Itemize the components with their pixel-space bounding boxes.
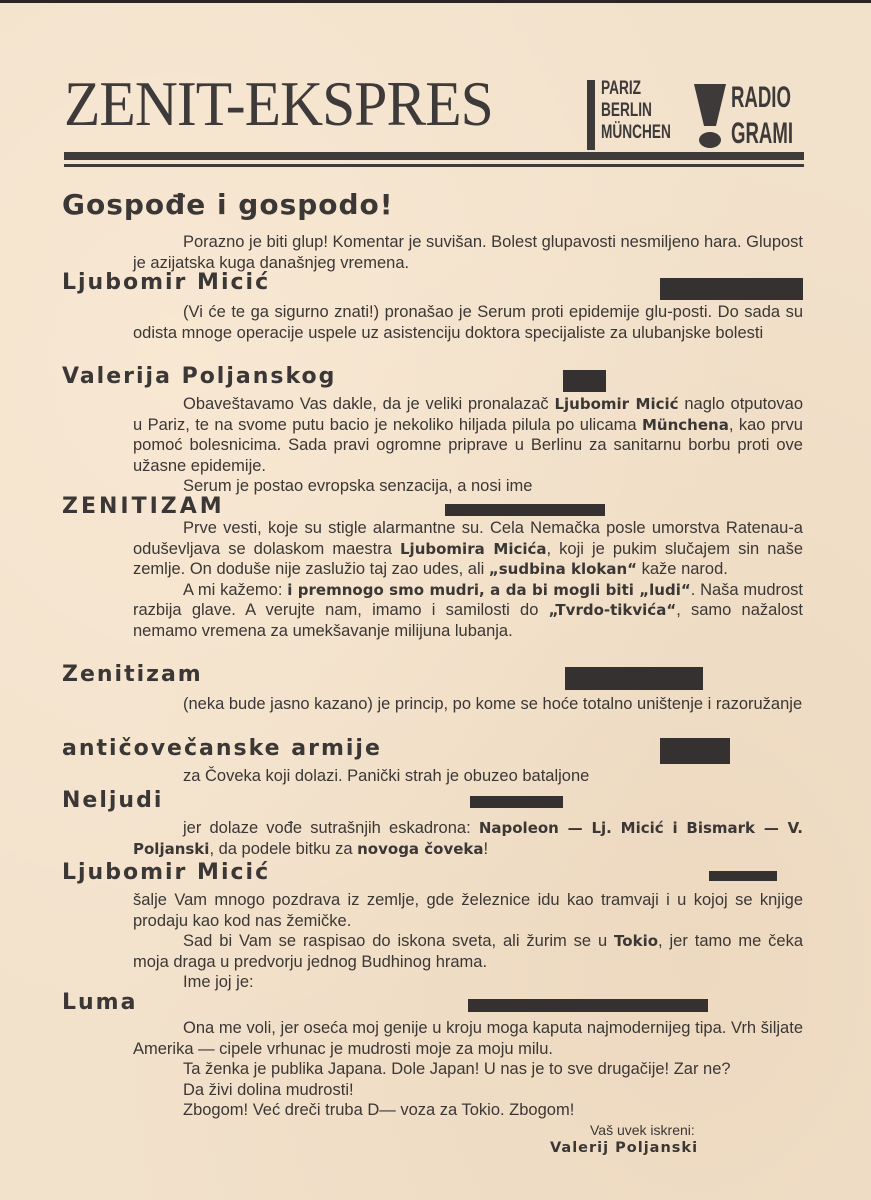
- section-body: [133, 766, 803, 787]
- paragraph: Ta ženka je publika Japana. Dole Japan! U nas je to sve drugačije! Zar ne?: [183, 1060, 731, 1078]
- section-heading: Ljubomir Micić: [62, 270, 271, 295]
- signature: Valerij Poljanski: [550, 1140, 699, 1156]
- closing-line: Vaš uvek iskreni:: [590, 1122, 695, 1138]
- decorative-bar: [445, 504, 605, 516]
- decorative-bar: [563, 370, 606, 392]
- city-berlin: BERLIN: [601, 100, 652, 121]
- grami-label: GRAMI: [731, 117, 793, 150]
- paragraph: Obaveštavamo Vas dakle, da je veliki pronalazač Ljubomir Micić naglo otputovao u Pariz, te na svome putu bacio je nekoliko hiljada pilula po ulicama Münchena, kao prvu pomoć bolesnicima. Sada pravi ogromne priprave u Berlinu za sanitarnu borbu proti ove užasne epidemije.: [133, 395, 804, 475]
- section-heading: Neljudi: [62, 788, 164, 813]
- section-heading: Luma: [62, 990, 138, 1015]
- section-heading: Valerija Poljanskog: [62, 364, 337, 389]
- masthead-cities: [601, 78, 671, 144]
- masthead-title: ZENIT-EKSPRES: [64, 68, 493, 139]
- paragraph: (neka bude jasno kazano) je princip, po kome se hoće totalno uništenje i razoružanje: [183, 695, 803, 713]
- radio-label: RADIO: [731, 81, 791, 114]
- masthead-rule-thin: [64, 164, 804, 167]
- masthead-rule-thick: [64, 152, 804, 160]
- paragraph: A mi kažemo: i premnogo smo mudri, a da bi mogli biti „ludi“. Naša mudrost razbija glave. A verujte nam, imamo i samilosti do „Tvrdo-tikvića“, samo nažalost nemamo vremena za umekšavanje milijuna lubanja.: [133, 580, 803, 640]
- paragraph: za Čoveka koji dolazi. Panički strah je obuzeo bataljone: [183, 767, 590, 785]
- masthead-divider: [587, 80, 595, 150]
- section-heading: antičovečanske armije: [62, 736, 382, 761]
- scan-edge: [0, 0, 871, 3]
- paragraph: Zbogom! Već dreči truba D— voza za Tokio. Zbogom!: [183, 1101, 575, 1119]
- section-body: [133, 232, 803, 273]
- city-paris: PARIZ: [601, 78, 642, 99]
- section-body: [133, 694, 803, 715]
- section-heading: Ljubomir Micić: [62, 860, 271, 885]
- exclamation-icon: [692, 82, 728, 150]
- decorative-bar: [565, 667, 703, 690]
- decorative-bar: [660, 278, 803, 300]
- paragraph: Sad bi Vam se raspisao do iskona sveta, ali žurim se u Tokio, jer tamo me čeka moja draga u predvorju jednog Budhinog hrama.: [133, 932, 804, 971]
- paragraph: Serum je postao evropska senzacija, a nosi ime: [183, 477, 533, 495]
- section-body: [133, 1018, 803, 1121]
- decorative-bar: [468, 999, 708, 1012]
- paragraph: jer dolaze vođe sutrašnjih eskadrona: Napoleon — Lj. Micić i Bismark — V. Poljanski, da podele bitku za novoga čoveka!: [133, 819, 803, 858]
- paragraph: Da živi dolina mudrosti!: [183, 1080, 354, 1099]
- decorative-bar: [709, 871, 777, 881]
- decorative-bar: [470, 796, 563, 808]
- section-body: [133, 302, 803, 343]
- paragraph: Porazno je biti glup! Komentar je suvišan. Bolest glupavosti nesmiljeno hara. Glupost je azijatska kuga današnjeg vremena.: [133, 233, 804, 272]
- section-heading: Zenitizam: [62, 662, 203, 687]
- paragraph: Prve vesti, koje su stigle alarmantne su. Cela Nemačka posle umorstva Ratenau-a oduševljava se dolaskom maestra Ljubomira Micića, koji je pukim slučajem sin naše zemlje. On doduše nije zaslužio taj zao udes, ali „sudbina klokan“ kaže narod.: [133, 519, 803, 578]
- section-heading: ZENITIZAM: [62, 494, 225, 519]
- section-body: [133, 890, 803, 993]
- section-body: [133, 818, 803, 859]
- masthead-radiograms: [731, 80, 793, 152]
- city-munich: MÜNCHEN: [601, 122, 671, 143]
- paragraph: šalje Vam mnogo pozdrava iz zemlje, gde železnice idu kao tramvaji i u kojoj se knjige prodaju kao kod nas žemičke.: [133, 891, 803, 930]
- paragraph: Ime joj je:: [183, 973, 254, 991]
- paragraph: (Vi će te ga sigurno znati!) pronašao je Serum proti epidemije glu-posti. Do sada su odista mnoge operacije uspele uz asistenciju doktora specijaliste za ulubanjske bolesti: [133, 303, 803, 342]
- decorative-bar: [660, 738, 730, 764]
- section-body: [133, 518, 803, 641]
- section-heading: Gospođe i gospodo!: [62, 188, 394, 221]
- section-body: [133, 394, 803, 497]
- paragraph: Ona me voli, jer oseća moj genije u kroju moga kaputa najmodernijeg tipa. Vrh šiljate Amerika — cipele vrhunac je mudrosti moje za moju milu.: [133, 1019, 803, 1058]
